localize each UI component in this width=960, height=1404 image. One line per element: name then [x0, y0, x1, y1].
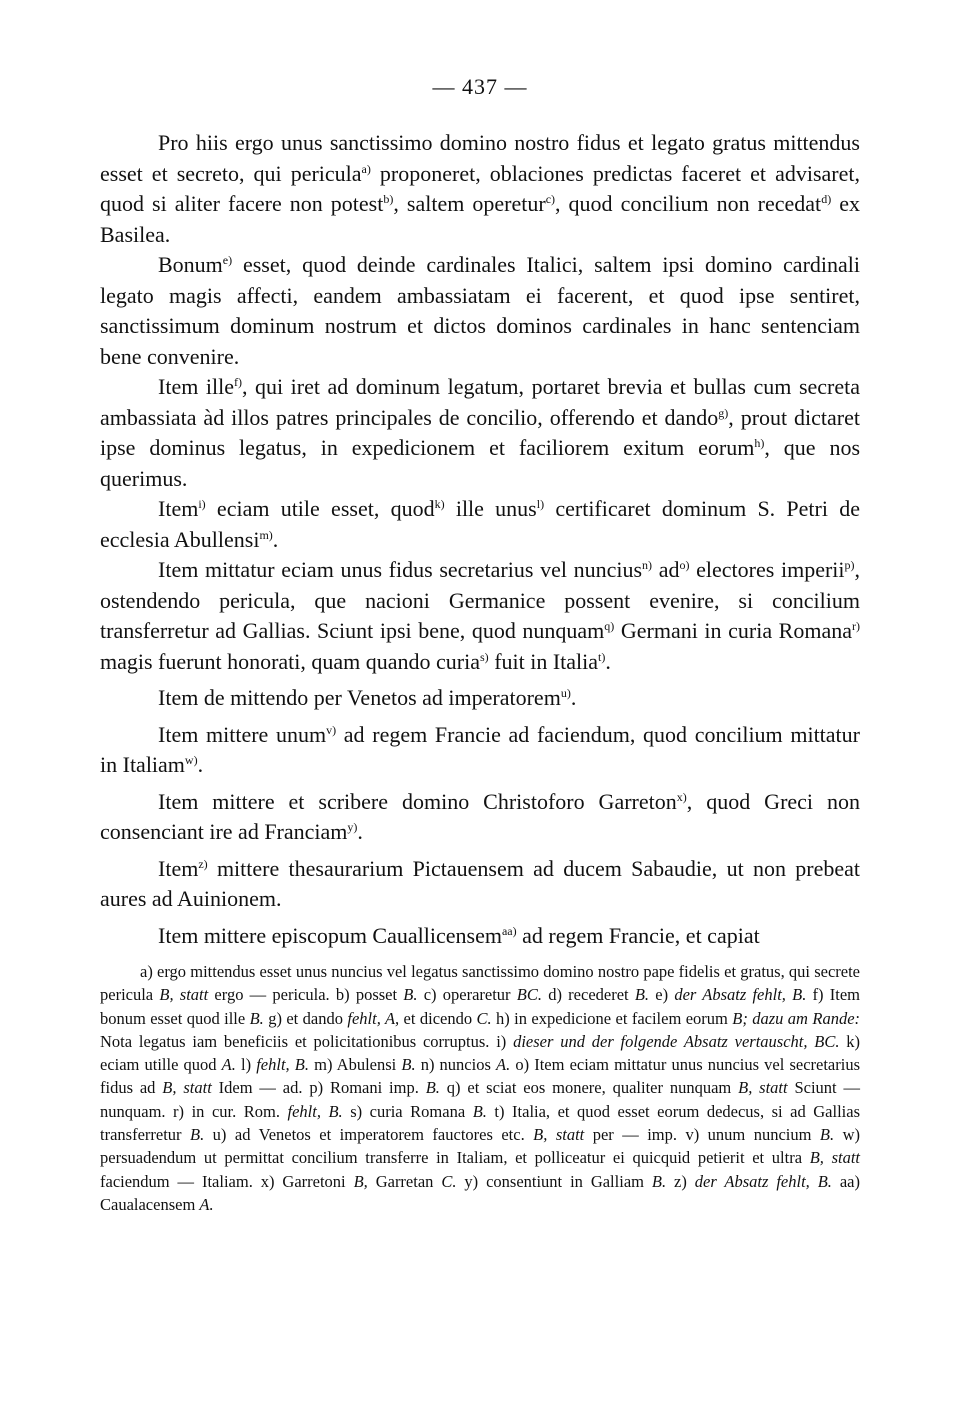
text-run: fuit in Italia [488, 648, 599, 674]
footnote-marker: r) [852, 619, 860, 633]
text-run: , quod Greci non consenciant ire ad Franciam [100, 788, 860, 844]
italic-text: A. [496, 1055, 511, 1075]
text-run: Item mittatur eciam unus fidus secretarius vel nuncius [158, 557, 643, 582]
text-run: faciendum — Italiam. x) Garretoni [100, 1171, 354, 1191]
paragraph-1 [100, 128, 860, 250]
text-run: ex Basilea. [100, 191, 860, 247]
paragraph-3 [100, 372, 860, 494]
text-run: aa) Caualacensem [100, 1171, 860, 1214]
text-run: Nota legatus iam beneficiis et policitationibus corruptus. i) [100, 1031, 514, 1051]
footnote-marker: t) [598, 649, 606, 664]
italic-text: der Absatz fehlt, B. [674, 985, 807, 1005]
footnote-marker: y) [347, 820, 358, 834]
text-run: certificaret dominum S. Petri de ecclesia Abullensi [100, 496, 860, 552]
footnote-marker: aa) [501, 923, 517, 938]
text-run: o) Item eciam mittatur unus nuncius vel secretarius fidus ad [100, 1055, 861, 1098]
text-run: d) recederet [542, 985, 635, 1005]
text-run: , prout dictaret ipse dominus legatus, in expedicionem et faciliorem exitum eorum [100, 404, 860, 460]
text-run: ille unus [444, 496, 537, 521]
footnote-marker: s) [480, 649, 489, 664]
footnotes [100, 960, 860, 1216]
italic-text: B, statt [533, 1125, 585, 1145]
italic-text: B. [403, 985, 418, 1005]
italic-text: B, [353, 1171, 368, 1191]
italic-text: B, statt [809, 1148, 860, 1168]
footnote-marker: c) [545, 192, 556, 206]
footnote-marker: m) [259, 527, 273, 542]
text-run: Germani in curia Romana [614, 618, 852, 643]
italic-text: B. [425, 1078, 440, 1098]
text-run: ergo — pericula. b) posset [208, 985, 404, 1005]
footnote-marker: f) [233, 375, 242, 389]
text-run: Item de mittendo per Venetos ad imperatorem [158, 685, 561, 710]
paragraph-5 [100, 555, 860, 677]
italic-text: A. [221, 1055, 236, 1075]
footnote-marker: u) [560, 686, 571, 700]
text-run: Item [158, 855, 199, 881]
italic-text: BC. [516, 985, 542, 1005]
italic-text: dieser und der folgende Absatz vertauscht, BC. [513, 1031, 840, 1051]
text-run: . [272, 526, 279, 552]
footnotes-paragraph [100, 960, 860, 1216]
text-run: , quod concilium non recedat [555, 191, 822, 216]
footnote-marker: q) [604, 619, 615, 633]
main-text [100, 128, 860, 951]
text-run: magis fuerunt honorati, quam quando curia [100, 648, 481, 674]
text-run: Idem — ad. p) Romani imp. [211, 1078, 426, 1098]
italic-text: fehlt, B. [256, 1055, 309, 1075]
text-run: per — imp. v) unum nuncium [584, 1125, 820, 1145]
paragraph-6 [100, 683, 860, 714]
text-run: a) ergo mittendus esset unus nuncius vel legatus sanctissimo domino nostro pape fidelis et gratus, qui secrete pericula [100, 962, 860, 1005]
text-run: w) persuadendum ut permittat concilium transferre in Italiam, et polliceatur ei quicquid petierit et ultra [100, 1125, 860, 1168]
paragraph-7 [100, 720, 860, 781]
italic-text: B, statt [162, 1078, 212, 1098]
text-run: Bonum [158, 252, 223, 277]
italic-text: fehlt, A, [347, 1008, 400, 1028]
paragraph-2 [100, 250, 860, 372]
text-run: l) [235, 1055, 257, 1075]
text-run: , qui iret ad dominum legatum, portaret brevia et bullas cum secreta ambassiata àd illos patres principales de concilio, offerendo et dando [100, 374, 861, 430]
text-run: Pro hiis ergo unus sanctissimo domino nostro fidus et legato gratus mittendus esset et secreto, qui pericula [100, 130, 860, 186]
text-run: ad [652, 557, 680, 582]
text-run: Item ille [158, 374, 234, 399]
italic-text: B, statt [159, 985, 209, 1005]
text-run: e) [649, 985, 675, 1005]
footnote-marker: b) [383, 192, 394, 206]
footnote-marker: i) [198, 497, 206, 511]
italic-text: der Absatz fehlt, B. [694, 1171, 832, 1191]
text-run: y) consentiunt in Galliam [456, 1171, 652, 1191]
text-run: m) Abulensi [309, 1055, 402, 1075]
text-run: ad regem Francie, et capiat [516, 922, 760, 948]
text-run: Item mittere unum [158, 721, 327, 747]
footnote-marker: l) [536, 497, 545, 511]
italic-text: C. [441, 1171, 457, 1191]
footnote-marker: h) [754, 436, 765, 450]
text-run: . [197, 752, 204, 777]
text-run: . [357, 819, 363, 844]
page-number: — 437 — [432, 74, 528, 99]
text-run: , saltem operetur [393, 191, 546, 216]
footnote-marker: g) [718, 405, 729, 420]
text-run: esset, quod deinde cardinales Italici, saltem ipsi domino cardinali legato magis affecti, eandem ambassiatam ei facerent, et quod ipse sentiret, sanctissimum dominum nostrum et dictos dominos cardinales in hanc sentenciam bene convenire. [100, 252, 860, 369]
text-run: Item mittere episcopum Cauallicensem [158, 922, 502, 948]
text-run: electores imperii [689, 557, 845, 582]
italic-text: C. [476, 1008, 492, 1028]
italic-text: A. [199, 1194, 214, 1214]
text-run: et dicendo [399, 1008, 477, 1028]
text-run: ad regem Francie ad faciendum, quod concilium mittatur in Italiam [100, 721, 860, 777]
italic-text: B. [190, 1125, 205, 1145]
text-run: . [570, 685, 577, 710]
text-run: h) in expedicione et facilem eorum [491, 1008, 733, 1028]
italic-text: B, statt [738, 1078, 788, 1098]
text-run: g) et dando [263, 1008, 348, 1028]
italic-text: fehlt, B. [287, 1101, 343, 1121]
paragraph-8 [100, 787, 860, 848]
footnote-marker: n) [642, 558, 653, 572]
footnote-marker: d) [821, 192, 832, 206]
footnote-marker: p) [844, 558, 855, 572]
footnote-marker: k) [434, 497, 445, 511]
paragraph-9 [100, 854, 860, 915]
footnote-marker: e) [222, 253, 233, 267]
text-run: Item [158, 496, 199, 521]
footnote-marker: v) [326, 722, 337, 737]
text-run: f) Item bonum esset quod ille [100, 985, 861, 1028]
text-run: Sciunt — nunquam. r) in cur. Rom. [100, 1078, 860, 1121]
text-run: mittere thesaurarium Pictauensem ad ducem Sabaudie, ut non prebeat aures ad Auinionem. [100, 855, 860, 911]
text-run: . [605, 648, 611, 674]
text-run: k) eciam utille quod [100, 1031, 861, 1075]
text-run: q) et sciat eos monere, qualiter nunquam [439, 1078, 739, 1098]
text-run: c) operaretur [417, 985, 517, 1005]
footnote-marker: o) [679, 558, 690, 572]
text-run: Garretan [367, 1171, 442, 1191]
paragraph-10 [100, 921, 860, 952]
text-run: u) ad Venetos et imperatorem fauctores etc. [204, 1125, 534, 1145]
footnote-marker: z) [198, 856, 208, 871]
text-run: n) nuncios [415, 1055, 497, 1075]
text-run: t) Italia, et quod esset eorum dedecus, si ad Gallias transferretur [100, 1101, 860, 1145]
footnote-marker: x) [676, 789, 687, 804]
italic-text: B. [472, 1101, 487, 1121]
italic-text: B. [651, 1171, 667, 1191]
text-run: , que nos querimus. [100, 435, 861, 491]
text-run: s) curia Romana [342, 1101, 473, 1121]
footnote-marker: w) [184, 753, 198, 767]
text-run: , ostendendo pericula, que nacioni Germanice possent evenire, si concilium transferretur ad Gallias. Sciunt ipsi bene, quod nunquam [100, 557, 861, 643]
text-run: Item mittere et scribere domino Christoforo Garreton [158, 788, 677, 814]
italic-text: B. [634, 985, 650, 1005]
italic-text: B; dazu am Rande: [732, 1008, 861, 1028]
italic-text: B. [819, 1125, 835, 1145]
italic-text: B. [249, 1008, 264, 1028]
paragraph-4 [100, 494, 860, 555]
text-run: proponeret, oblaciones predictas faceret et advisaret, quod si aliter facere non potest [100, 160, 860, 216]
footnote-marker: a) [361, 161, 371, 176]
text-run: z) [666, 1171, 695, 1191]
text-run: eciam utile esset, quod [205, 496, 435, 521]
italic-text: B. [401, 1055, 416, 1075]
